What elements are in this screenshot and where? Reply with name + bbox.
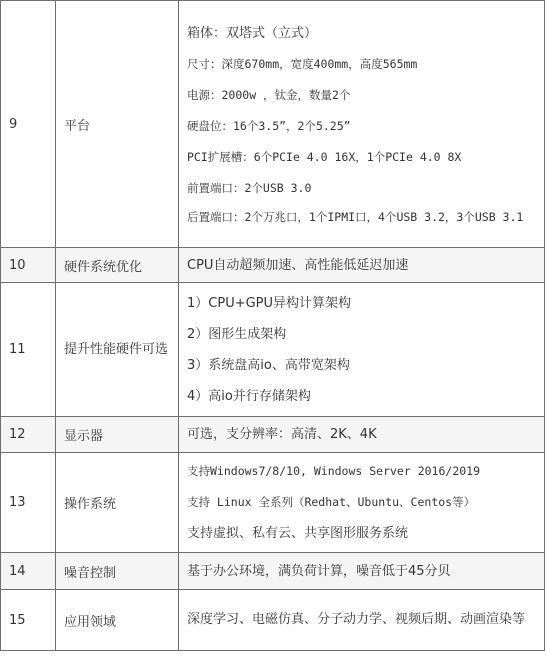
row-name: 显示器 (56, 417, 179, 453)
content-line: 支持虚拟、私有云、共享图形服务系统 (187, 526, 409, 541)
row-content (179, 417, 545, 453)
row-number: 11 (1, 283, 56, 417)
row-content (179, 1, 545, 248)
content-line: 3）系统盘高io、高带宽架构 (187, 357, 350, 373)
content-line: 4）高io并行存储架构 (187, 388, 311, 404)
row-number: 10 (1, 248, 56, 283)
row-number: 9 (1, 1, 56, 248)
table-row (1, 248, 545, 283)
table-row (1, 590, 545, 651)
row-number: 15 (1, 590, 56, 651)
content-line: 深度学习、电磁仿真、分子动力学、视频后期、动画渲染等 (187, 612, 526, 627)
content-line: 可选，支分辨率：高清、2K、4K (187, 427, 377, 442)
row-name: 平台 (56, 1, 179, 248)
row-content (179, 590, 545, 651)
row-name: 操作系统 (56, 453, 179, 553)
content-line: 硬盘位：16个3.5”，2个5.25” (187, 119, 351, 133)
content-line: 电源：2000w ，钛金，数量2个 (187, 88, 351, 102)
row-content (179, 248, 545, 283)
content-line: 支持Windows7/8/10, Windows Server 2016/2019 (187, 464, 481, 478)
row-content (179, 553, 545, 590)
content-line: 1）CPU+GPU异构计算架构 (187, 295, 352, 311)
row-number: 14 (1, 553, 56, 590)
content-line: PCI扩展槽：6个PCIe 4.0 16X，1个PCIe 4.0 8X (187, 150, 462, 164)
row-content (179, 283, 545, 417)
row-number: 12 (1, 417, 56, 453)
content-line: 支持 Linux 全系列（Redhat、Ubuntu、Centos等） (187, 495, 476, 509)
content-line: 后置端口：2个万兆口，1个IPMI口，4个USB 3.2，3个USB 3.1 (187, 210, 524, 224)
row-name: 提升性能硬件可选 (56, 283, 179, 417)
row-content (179, 453, 545, 553)
content-line: 尺寸：深度670mm，宽度400mm，高度565mm (187, 57, 418, 71)
content-line: 基于办公环境，满负荷计算，噪音低于45分贝 (187, 563, 451, 579)
table-row (1, 283, 545, 417)
row-name: 噪音控制 (56, 553, 179, 590)
content-line: 2）图形生成架构 (187, 326, 287, 342)
table-row (1, 453, 545, 553)
table-row (1, 1, 545, 248)
table-row (1, 553, 545, 590)
row-name: 硬件系统优化 (56, 248, 179, 283)
row-number: 13 (1, 453, 56, 553)
row-name: 应用领域 (56, 590, 179, 651)
content-line: 箱体：双塔式（立式） (187, 26, 318, 41)
content-line: CPU自动超频加速、高性能低延迟加速 (187, 257, 409, 273)
table-row (1, 417, 545, 453)
content-line: 前置端口：2个USB 3.0 (187, 181, 312, 195)
